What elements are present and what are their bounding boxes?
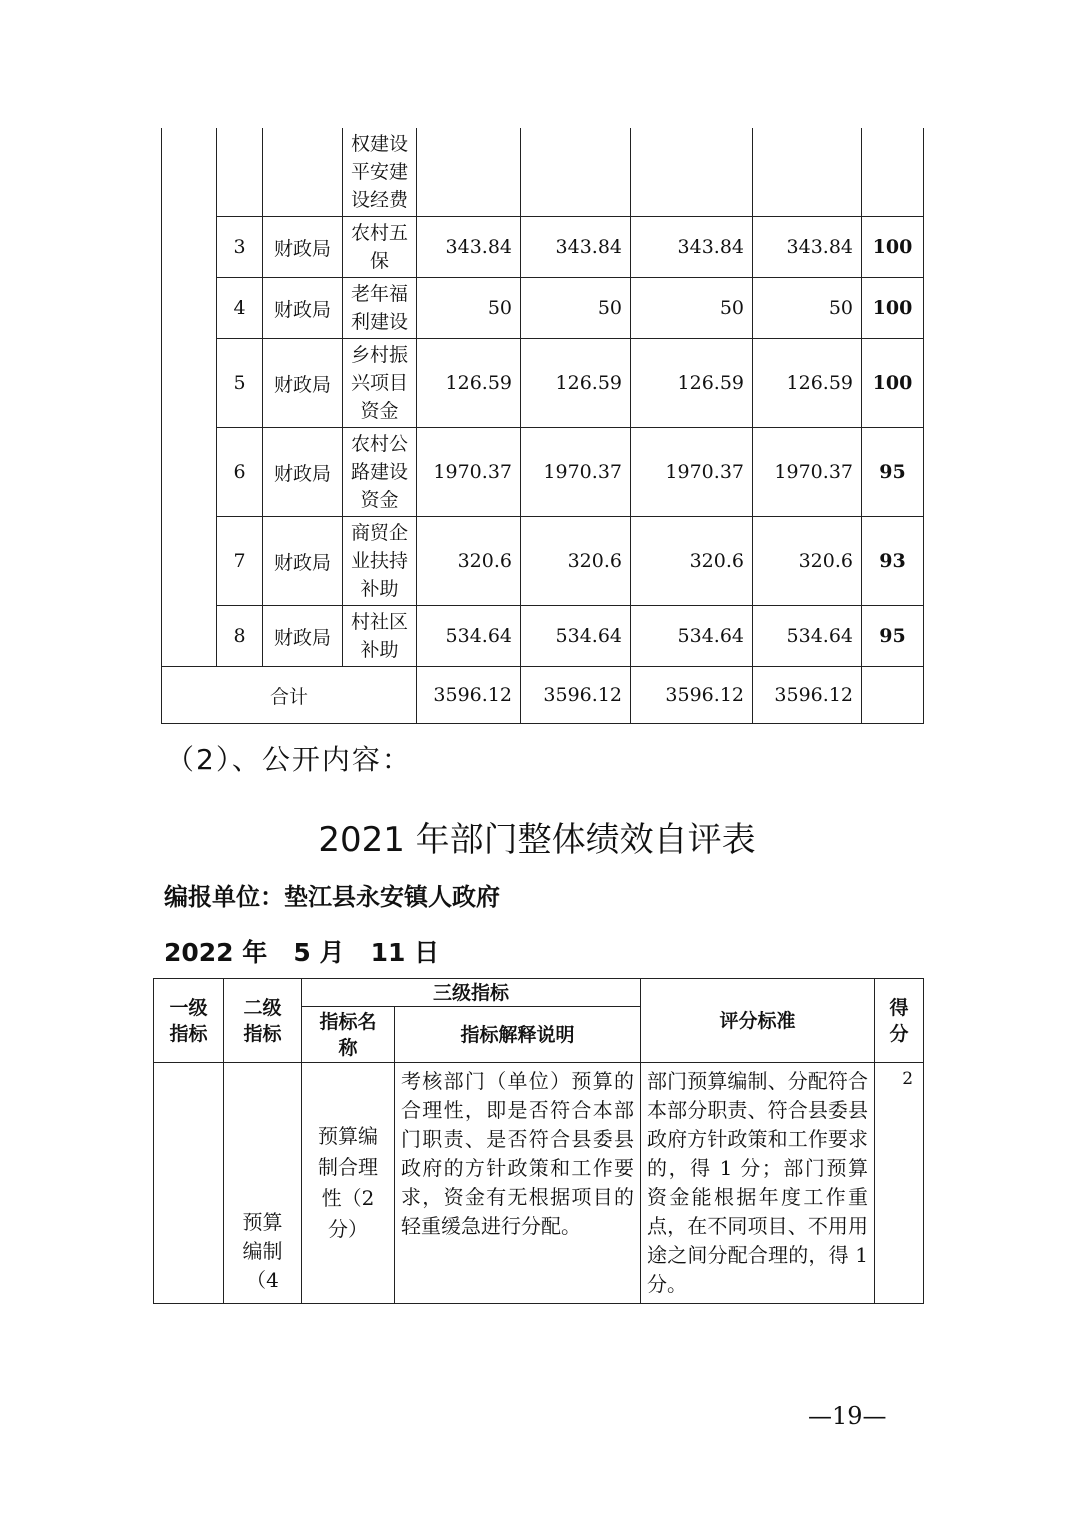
table-row <box>162 517 924 606</box>
total-value: 3596.12 <box>417 667 521 724</box>
header-level3: 三级指标 <box>302 979 641 1007</box>
value-cell: 320.6 <box>631 517 753 606</box>
report-title: 2021 年部门整体绩效自评表 <box>318 820 756 860</box>
value-cell: 50 <box>753 278 862 339</box>
value-cell <box>631 128 753 217</box>
dept-cell: 财政局 <box>263 517 343 606</box>
score-cell: 100 <box>862 339 924 428</box>
header-criteria: 评分标准 <box>641 979 875 1063</box>
header-level2: 二级 指标 <box>224 979 302 1063</box>
criteria-cell: 部门预算编制、分配符合本部分职责、符合县委县政府方针政策和工作要求的，得 1 分；部门预算资金能根据年度工作重点，在不同项目、不用用途之间分配合理的，得 1 分。 <box>641 1063 875 1304</box>
header-explanation: 指标解释说明 <box>395 1007 641 1063</box>
value-cell: 343.84 <box>417 217 521 278</box>
header-score: 得 分 <box>875 979 924 1063</box>
value-cell: 343.84 <box>753 217 862 278</box>
page-number: —19— <box>808 1402 887 1430</box>
score-cell: 93 <box>862 517 924 606</box>
score-cell: 95 <box>862 428 924 517</box>
dept-cell: 财政局 <box>263 339 343 428</box>
value-cell: 1970.37 <box>631 428 753 517</box>
total-score-cell <box>862 667 924 724</box>
outer-cell <box>162 128 217 667</box>
table-row <box>162 128 924 217</box>
total-row <box>162 667 924 724</box>
header-indicator-name: 指标名 称 <box>302 1007 395 1063</box>
table-row <box>162 428 924 517</box>
explanation-cell: 考核部门（单位）预算的合理性，即是否符合本部门职责、是否符合县委县政府的方针政策和工作要求，资金有无根据项目的轻重缓急进行分配。 <box>395 1063 641 1304</box>
project-cell: 商贸企 业扶持 补助 <box>343 517 417 606</box>
dept-cell: 财政局 <box>263 278 343 339</box>
value-cell: 1970.37 <box>417 428 521 517</box>
level2-cell: 预算 编制 （4 <box>224 1063 302 1304</box>
no-cell: 6 <box>217 428 263 517</box>
table-row <box>162 217 924 278</box>
value-cell: 534.64 <box>521 606 631 667</box>
performance-table <box>153 978 924 1304</box>
total-value: 3596.12 <box>753 667 862 724</box>
value-cell: 126.59 <box>631 339 753 428</box>
dept-cell: 财政局 <box>263 217 343 278</box>
level1-cell <box>154 1063 224 1304</box>
no-cell: 8 <box>217 606 263 667</box>
project-cell: 村社区 补助 <box>343 606 417 667</box>
value-cell: 320.6 <box>521 517 631 606</box>
value-cell: 126.59 <box>417 339 521 428</box>
dept-cell: 财政局 <box>263 606 343 667</box>
value-cell <box>521 128 631 217</box>
project-cell: 权建设 平安建 设经费 <box>343 128 417 217</box>
no-cell <box>217 128 263 217</box>
value-cell: 534.64 <box>417 606 521 667</box>
score-cell: 95 <box>862 606 924 667</box>
no-cell: 4 <box>217 278 263 339</box>
project-cell: 乡村振 兴项目 资金 <box>343 339 417 428</box>
total-value: 3596.12 <box>631 667 753 724</box>
value-cell: 50 <box>631 278 753 339</box>
value-cell: 534.64 <box>631 606 753 667</box>
table-row <box>154 1063 924 1304</box>
value-cell: 126.59 <box>521 339 631 428</box>
value-cell: 1970.37 <box>521 428 631 517</box>
section-subheading: （2）、公开内容： <box>166 743 412 776</box>
value-cell: 50 <box>521 278 631 339</box>
value-cell: 50 <box>417 278 521 339</box>
no-cell: 5 <box>217 339 263 428</box>
table-row <box>162 278 924 339</box>
value-cell: 534.64 <box>753 606 862 667</box>
no-cell: 3 <box>217 217 263 278</box>
reporting-unit: 编报单位：垫江县永安镇人政府 <box>164 883 500 911</box>
project-cell: 老年福 利建设 <box>343 278 417 339</box>
project-cell: 农村五 保 <box>343 217 417 278</box>
table-row <box>162 606 924 667</box>
total-value: 3596.12 <box>521 667 631 724</box>
value-cell: 126.59 <box>753 339 862 428</box>
value-cell: 343.84 <box>631 217 753 278</box>
no-cell: 7 <box>217 517 263 606</box>
total-label: 合计 <box>162 667 417 724</box>
header-level1: 一级 指标 <box>154 979 224 1063</box>
dept-cell <box>263 128 343 217</box>
header-row <box>154 979 924 1007</box>
value-cell: 320.6 <box>417 517 521 606</box>
value-cell <box>417 128 521 217</box>
project-table <box>161 128 924 724</box>
indicator-name-cell: 预算编 制合理 性（2 分） <box>302 1063 395 1304</box>
table-row <box>162 339 924 428</box>
score-cell: 100 <box>862 217 924 278</box>
score-cell: 2 <box>875 1063 924 1304</box>
score-cell: 100 <box>862 278 924 339</box>
value-cell: 343.84 <box>521 217 631 278</box>
project-cell: 农村公 路建设 资金 <box>343 428 417 517</box>
report-date: 2022 年 5 月 11 日 <box>164 938 440 967</box>
value-cell: 1970.37 <box>753 428 862 517</box>
dept-cell: 财政局 <box>263 428 343 517</box>
score-cell <box>862 128 924 217</box>
value-cell: 320.6 <box>753 517 862 606</box>
value-cell <box>753 128 862 217</box>
